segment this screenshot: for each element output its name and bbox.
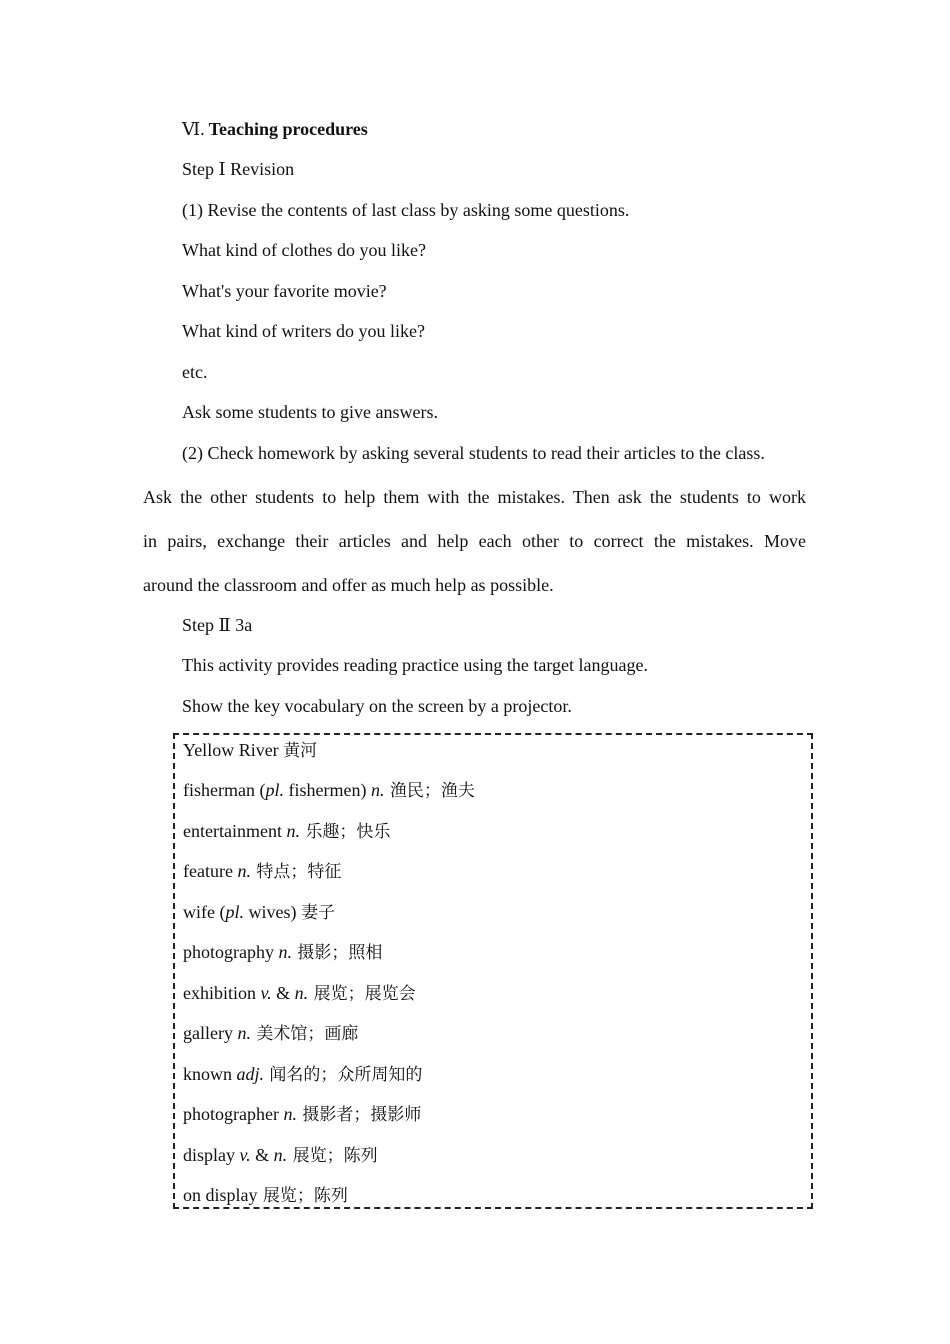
vocab-item bbox=[183, 941, 382, 964]
step1-item2-line1: (2) Check homework by asking several students to read their articles to the class. bbox=[182, 443, 765, 463]
vocab-meaning: 摄影；照相 bbox=[291, 943, 383, 963]
question-etc: etc. bbox=[182, 362, 208, 382]
step1-answers: Ask some students to give answers. bbox=[182, 402, 438, 422]
vocab-meaning: 黄河 bbox=[283, 741, 318, 761]
vocab-meaning: 乐趣；快乐 bbox=[299, 822, 391, 842]
vocab-item bbox=[183, 779, 475, 802]
vocab-word: photography bbox=[183, 942, 279, 962]
vocab-item bbox=[183, 860, 341, 883]
vocab-pos: n. bbox=[273, 1145, 288, 1165]
vocab-mid: & bbox=[271, 983, 295, 1003]
vocab-pos: n. bbox=[286, 821, 300, 841]
vocab-pos: n. bbox=[370, 780, 385, 800]
vocab-word: wife ( bbox=[183, 902, 226, 922]
vocab-word: entertainment bbox=[183, 821, 287, 841]
vocab-item bbox=[183, 1184, 348, 1207]
question-clothes: What kind of clothes do you like? bbox=[182, 240, 426, 260]
step2-heading: Step Ⅱ 3a bbox=[182, 615, 253, 635]
section-number: Ⅵ. bbox=[182, 119, 205, 139]
vocab-item bbox=[183, 1022, 358, 1045]
vocab-word: feature bbox=[183, 861, 238, 881]
vocab-meaning: 特点；特征 bbox=[250, 862, 342, 882]
vocab-word: exhibition bbox=[183, 983, 261, 1003]
section-heading bbox=[182, 118, 368, 140]
vocabulary-box bbox=[173, 733, 813, 1209]
vocab-pos: v. bbox=[239, 1145, 251, 1165]
vocab-meaning: 展览；陈列 bbox=[257, 1186, 348, 1206]
vocab-word: known bbox=[183, 1064, 237, 1084]
vocab-pos: n. bbox=[278, 942, 292, 962]
step1-item2-line2: Ask the other students to help them with the mistakes. Then ask the students to work bbox=[143, 487, 806, 507]
vocab-item bbox=[183, 1103, 421, 1126]
vocab-mid: fishermen) bbox=[283, 780, 371, 800]
question-writers: What kind of writers do you like? bbox=[182, 321, 425, 341]
vocab-word: photographer bbox=[183, 1104, 284, 1124]
question-movie: What's your favorite movie? bbox=[182, 281, 387, 301]
vocab-item bbox=[183, 739, 317, 762]
vocab-mid: & bbox=[250, 1145, 274, 1165]
vocab-pos: n. bbox=[237, 861, 251, 881]
vocab-pos: pl. bbox=[225, 902, 244, 922]
vocab-meaning: 妻子 bbox=[301, 903, 335, 923]
vocab-mid: wives) bbox=[244, 902, 301, 922]
vocab-meaning: 展览；展览会 bbox=[308, 984, 416, 1004]
vocab-meaning: 闻名的；众所周知的 bbox=[264, 1065, 423, 1085]
vocab-pos: v. bbox=[260, 983, 272, 1003]
vocab-meaning: 摄影者；摄影师 bbox=[296, 1105, 422, 1125]
vocab-word: fisherman ( bbox=[183, 780, 266, 800]
section-title: Teaching procedures bbox=[208, 119, 368, 139]
vocab-word: on display bbox=[183, 1185, 258, 1205]
vocab-item bbox=[183, 901, 335, 924]
vocab-pos: n. bbox=[237, 1023, 251, 1043]
vocab-item bbox=[183, 1144, 378, 1167]
vocab-word: Yellow River bbox=[183, 740, 279, 760]
step2-line1: This activity provides reading practice using the target language. bbox=[182, 655, 649, 675]
vocab-meaning: 渔民；渔夫 bbox=[384, 781, 475, 801]
vocab-word: gallery bbox=[183, 1023, 238, 1043]
vocab-meaning: 展览；陈列 bbox=[287, 1146, 378, 1166]
step2-line2: Show the key vocabulary on the screen by a projector. bbox=[182, 696, 572, 716]
step1-heading: Step Ⅰ Revision bbox=[182, 159, 295, 179]
step1-item2-line4: around the classroom and offer as much help as possible. bbox=[143, 575, 554, 595]
step1-item1: (1) Revise the contents of last class by asking some questions. bbox=[182, 200, 630, 220]
vocab-item bbox=[183, 1063, 422, 1086]
vocab-pos: pl. bbox=[265, 780, 284, 800]
vocab-word: display bbox=[183, 1145, 240, 1165]
vocab-item bbox=[183, 820, 390, 843]
vocab-item bbox=[183, 982, 416, 1005]
vocab-pos: n. bbox=[294, 983, 309, 1003]
step1-item2-line3: in pairs, exchange their articles and help each other to correct the mistakes. Move bbox=[143, 531, 806, 551]
vocab-pos: n. bbox=[283, 1104, 297, 1124]
vocab-meaning: 美术馆；画廊 bbox=[250, 1024, 359, 1044]
vocab-pos: adj. bbox=[236, 1064, 265, 1084]
